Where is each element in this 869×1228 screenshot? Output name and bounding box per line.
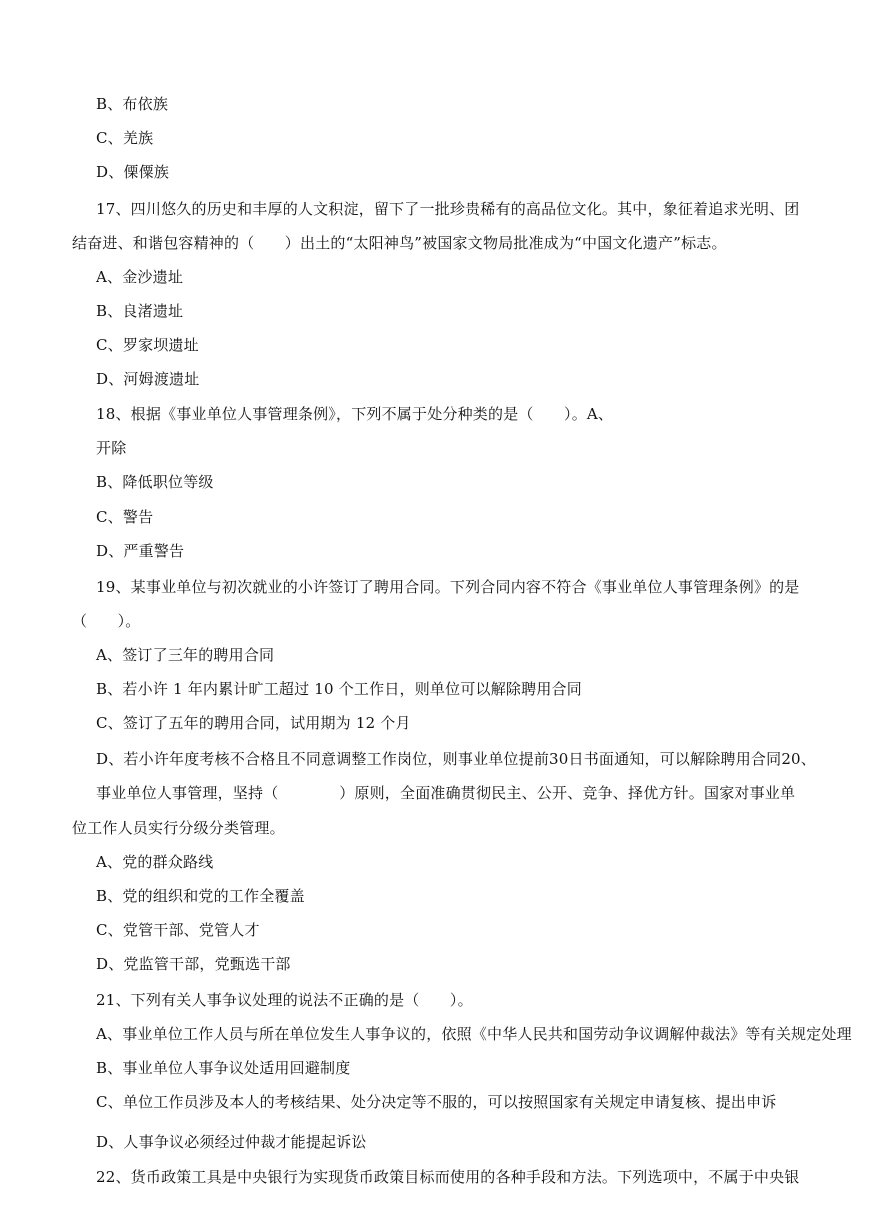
option-c-q16: C、羌族	[96, 129, 154, 147]
question-21-line-1: 21、下列有关人事争议处理的说法不正确的是（ ）。	[96, 991, 473, 1009]
option-b-q20: B、党的组织和党的工作全覆盖	[96, 887, 305, 905]
option-a-q17: A、金沙遗址	[96, 268, 184, 286]
option-d-q20: D、党监管干部，党甄选干部	[96, 955, 291, 973]
question-20-line-2: 位工作人员实行分级分类管理。	[72, 819, 285, 837]
option-c-q19: C、签订了五年的聘用合同，试用期为 12 个月	[96, 714, 411, 732]
option-a-q18: 开除	[96, 439, 127, 457]
option-b-q21: B、事业单位人事争议处适用回避制度	[96, 1059, 351, 1077]
option-a-q19: A、签订了三年的聘用合同	[96, 646, 275, 664]
question-19-line-2: （ ）。	[72, 612, 141, 630]
option-d-q21: D、人事争议必须经过仲裁才能提起诉讼	[96, 1133, 367, 1151]
option-d-q18: D、严重警告	[96, 542, 185, 560]
option-b-q18: B、降低职位等级	[96, 473, 214, 491]
option-c-q17: C、罗家坝遗址	[96, 336, 199, 354]
option-c-q21: C、单位工作员涉及本人的考核结果、处分决定等不服的，可以按照国家有关规定申请复核、提出申诉	[96, 1093, 777, 1111]
option-a-q20: A、党的群众路线	[96, 853, 214, 871]
question-22-line-1: 22、货币政策工具是中央银行为实现货币政策目标而使用的各种手段和方法。下列选项中，不属于中央银	[96, 1168, 800, 1186]
question-20-line-1: 事业单位人事管理，坚持（ ）原则，全面准确贯彻民主、公开、竞争、择优方针。国家对事业单	[96, 784, 796, 802]
option-d-q17: D、河姆渡遗址	[96, 370, 200, 388]
option-b-q17: B、良渚遗址	[96, 302, 184, 320]
question-17-line-1: 17、四川悠久的历史和丰厚的人文积淀，留下了一批珍贵稀有的高品位文化。其中，象征着追求光明、团	[96, 200, 800, 218]
option-a-q21: A、事业单位工作人员与所在单位发生人事争议的，依照《中华人民共和国劳动争议调解仲裁法》等有关规定处理	[96, 1025, 852, 1043]
option-b-q16: B、布依族	[96, 95, 169, 113]
question-19-line-1: 19、某事业单位与初次就业的小许签订了聘用合同。下列合同内容不符合《事业单位人事管理条例》的是	[96, 578, 800, 596]
question-18-line-1: 18、根据《事业单位人事管理条例》，下列不属于处分种类的是（ ）。A、	[96, 405, 614, 423]
option-c-q20: C、党管干部、党管人才	[96, 921, 260, 939]
option-c-q18: C、警告	[96, 508, 154, 526]
option-d-q19: D、若小许年度考核不合格且不同意调整工作岗位，则事业单位提前30日书面通知，可以解除聘用合同20、	[96, 750, 817, 768]
option-d-q16: D、傈僳族	[96, 163, 170, 181]
question-17-line-2: 结奋进、和谐包容精神的（ ）出土的“太阳神鸟”被国家文物局批准成为“中国文化遗产”标志。	[72, 234, 727, 252]
option-b-q19: B、若小许 1 年内累计旷工超过 10 个工作日，则单位可以解除聘用合同	[96, 680, 582, 698]
